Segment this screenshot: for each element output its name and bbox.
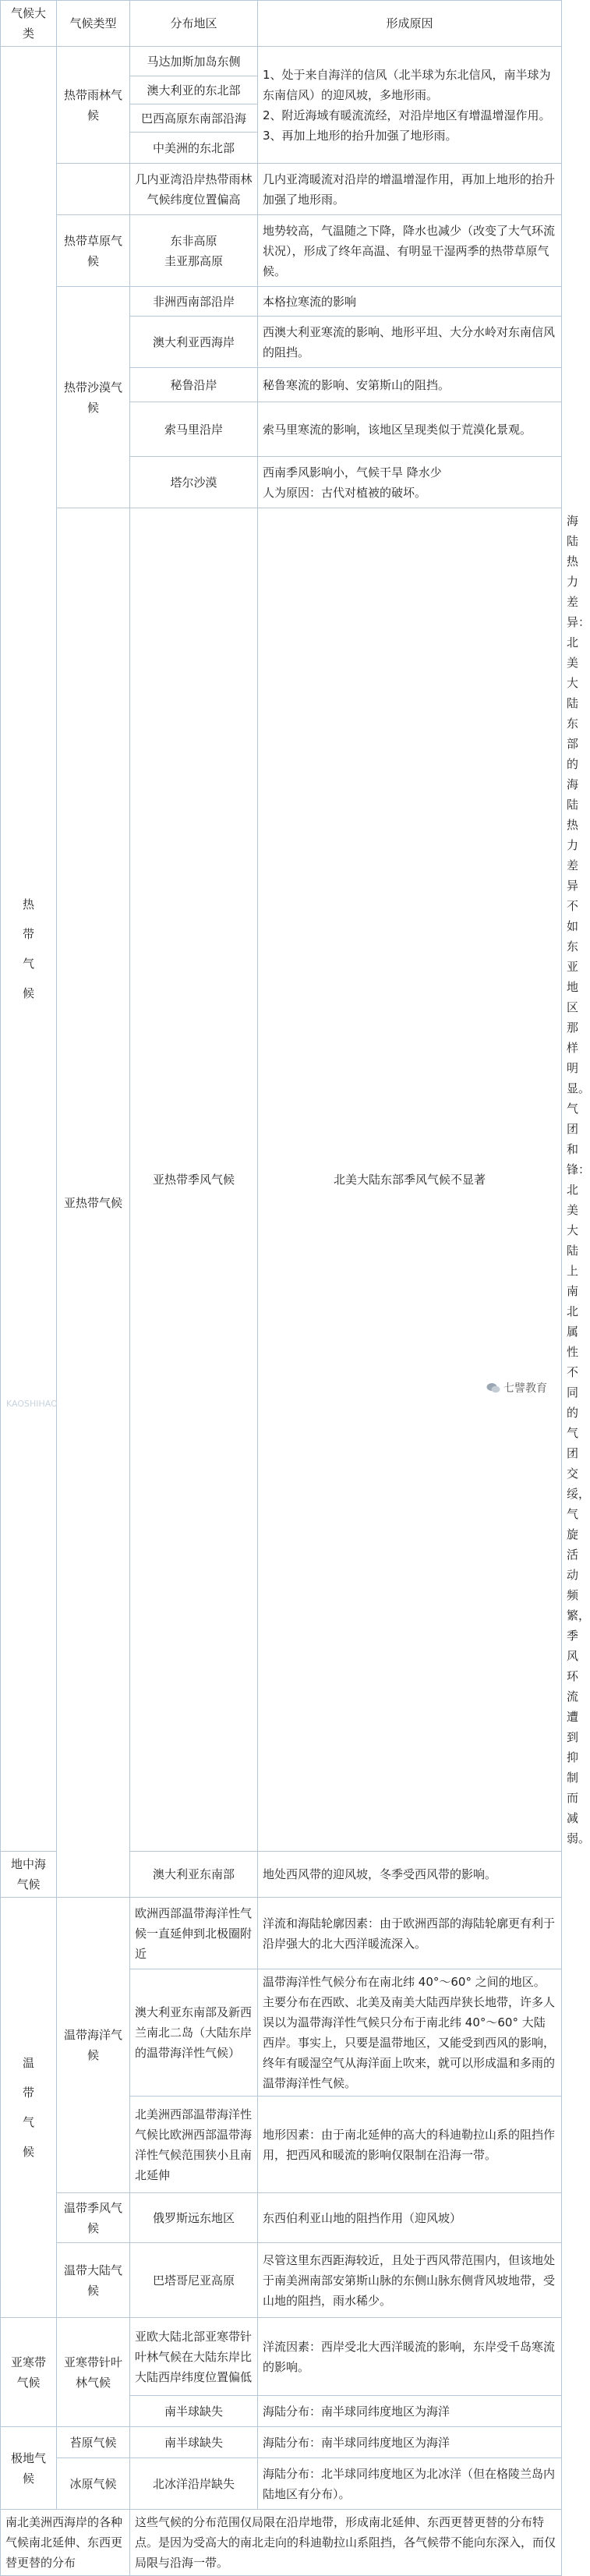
type-blank (57, 164, 130, 215)
region-cell: 澳大利亚东南部 (130, 1852, 258, 1898)
table-row (1, 2193, 562, 2243)
cause-rainforest: 1、处于来自海洋的信风（北半球为东北信风，南半球为东南信风）的迎风坡，多地形雨。 2、附近海域有暖流流经，对沿岸地区有增温增湿作用。 3、再加上地形的抬升加强了地形雨。 (258, 47, 562, 164)
cause-cell: 地形因素：由于南北延伸的高大的科迪勒拉山系的阻挡作用，把西风和暖流的影响仅限制在沿海一带。 (258, 2097, 562, 2193)
cause-cell: 本格拉寒流的影响 (258, 287, 562, 317)
footer-text: 这些气候的分布范围仅局限在沿岸地带，形成南北延伸、东西更替更替的分布特点。是因为受高大的南北走向的科迪勒拉山系阻挡，各气候带不能向东深入，而仅局限与沿海一带。 (130, 2510, 562, 2576)
table-row (1, 2318, 562, 2396)
faint-watermark: KAOSHIHAO (6, 1399, 58, 1409)
table-row (1, 1898, 562, 1969)
region-cell: 南半球缺失 (130, 2427, 258, 2458)
type-mediterranean: 地中海气候 (1, 1852, 57, 1898)
region-cell: 马达加斯加岛东侧 (130, 47, 258, 76)
cause-cell: 海陆分布：南半球同纬度地区为海洋 (258, 2427, 562, 2458)
table-header-row (1, 1, 562, 47)
table-row (1, 47, 562, 76)
watermark-text: 七譬教育 (503, 1382, 547, 1395)
region-cell: 非洲西南部沿岸 (130, 287, 258, 317)
header-type: 气候类型 (57, 1, 130, 47)
table-row (1, 2510, 562, 2576)
header-major: 气候大类 (1, 1, 57, 47)
cause-cell: 索马里寒流的影响，该地区呈现类似于荒漠化景观。 (258, 402, 562, 457)
region-cell: 巴塔哥尼亚高原 (130, 2243, 258, 2318)
cause-cell: 地处西风带的迎风坡，冬季受西风带的影响。 (258, 1852, 562, 1898)
watermark (486, 1380, 547, 1396)
region-cell: 亚欧大陆北部亚寒带针叶林气候在大陆东岸比大陆西岸纬度位置偏低 (130, 2318, 258, 2396)
region-cell: 北冰洋沿岸缺失 (130, 2458, 258, 2510)
region-cell: 中美洲的东北部 (130, 133, 258, 164)
header-cause: 形成原因 (258, 1, 562, 47)
table-row (1, 215, 562, 287)
region-cell: 巴西高原东南部沿海 (130, 104, 258, 133)
region-cell: 澳大利亚的东北部 (130, 76, 258, 104)
cause-cell: 地势较高，气温随之下降，降水也减少（改变了大气环流状况），形成了终年高温、有明显干湿两季的热带草原气候。 (258, 215, 562, 287)
type-desert: 热带沙漠气候 (57, 287, 130, 508)
cause-cell: 海陆分布：北半球同纬度地区为北冰洋（但在格陵兰岛内陆地区有分布）。 (258, 2458, 562, 2510)
region-cell: 澳大利亚西海岸 (130, 317, 258, 368)
region-cell: 北美洲西部温带海洋性气候比欧洲西部温带海洋性气候范围狭小且南北延伸 (130, 2097, 258, 2193)
type-taiga: 亚寒带针叶林气候 (57, 2318, 130, 2427)
cause-cell: 洋流因素：西岸受北大西洋暖流的影响，东岸受千岛寒流的影响。 (258, 2318, 562, 2396)
type-subtropical-monsoon: 亚热带季风气候 (130, 508, 258, 1852)
major-subarctic: 亚寒带气候 (1, 2318, 57, 2427)
cause-cell: 温带海洋性气候分布在南北纬 40°～60° 之间的地区。主要分布在西欧、北美及南美大陆西岸狭长地带，许多人误以为温带海洋性气候只分布于南北纬 40°～60° 大陆西岸。事实上，只要是温带地区，又能受到西风的影响，终年有暖湿空气从海洋面上吹来，就可以形成温和多雨的温带海洋性气候。 (258, 1969, 562, 2097)
type-continental: 温带大陆气候 (57, 2243, 130, 2318)
region-cell: 索马里沿岸 (130, 402, 258, 457)
table-row (1, 2243, 562, 2318)
region-cell: 几内亚湾沿岸热带雨林气候纬度位置偏高 (130, 164, 258, 215)
type-savanna: 热带草原气候 (57, 215, 130, 287)
major-polar: 极地气候 (1, 2427, 57, 2510)
major-tropical: 热带气候 (1, 47, 57, 1852)
footer-label: 南北美洲西海岸的各种气候南北延伸、东西更替更替的分布 (1, 2510, 130, 2576)
region-cell: 俄罗斯远东地区 (130, 2193, 258, 2243)
header-region: 分布地区 (130, 1, 258, 47)
table-row (1, 2458, 562, 2510)
cause-cell: 东西伯利亚山地的阻挡作用（迎风坡） (258, 2193, 562, 2243)
cause-cell: 洋流和海陆轮廓因素：由于欧洲西部的海陆轮廓更有利于沿岸强大的北大西洋暖流深入。 (258, 1898, 562, 1969)
type-tundra: 苔原气候 (57, 2427, 130, 2458)
region-cell: 秘鲁沿岸 (130, 368, 258, 402)
type-rainforest: 热带雨林气候 (57, 47, 130, 164)
region-cell: 欧洲西部温带海洋性气候一直延伸到北极圈附近 (130, 1898, 258, 1969)
cause-cell: 西南季风影响小，气候干旱 降水少 人为原因：古代对植被的破坏。 (258, 457, 562, 508)
table-row: 亚热带气候 亚热带季风气候 北美大陆东部季风气候不显著 海陆热力差异：北美大陆东部的海陆热力差异不如东亚地区那样明显。 气团和锋：北美大陆上南北属性不同的气团交绥，气旋活动频繁，季风环流遭到抑制而减弱。 (1, 508, 562, 1852)
region-cell: 澳大利亚东南部及新西兰南北二岛（大陆东岸的温带海洋性气候） (130, 1969, 258, 2097)
region-cell: 北美大陆东部季风气候不显著 (258, 508, 562, 1852)
region-cell: 南半球缺失 (130, 2396, 258, 2427)
table-row (1, 164, 562, 215)
type-icecap: 冰原气候 (57, 2458, 130, 2510)
type-oceanic: 温带海洋气候 (57, 1898, 130, 2193)
wechat-icon (486, 1382, 500, 1393)
cause-cell: 秘鲁寒流的影响、安第斯山的阻挡。 (258, 368, 562, 402)
table-row (1, 287, 562, 317)
region-cell: 塔尔沙漠 (130, 457, 258, 508)
cause-cell: 西澳大利亚寒流的影响、地形平坦、大分水岭对东南信风的阻挡。 (258, 317, 562, 368)
region-cell: 东非高原 圭亚那高原 (130, 215, 258, 287)
major-temperate: 温带气候 (1, 1898, 57, 2318)
type-temperate-monsoon: 温带季风气候 (57, 2193, 130, 2243)
table-row (1, 2427, 562, 2458)
cause-cell: 几内亚湾暖流对沿岸的增温增湿作用，再加上地形的抬升加强了地形雨。 (258, 164, 562, 215)
cause-cell: 海陆分布：南半球同纬度地区为海洋 (258, 2396, 562, 2427)
major-subtropical: 亚热带气候 (57, 508, 130, 1898)
cause-cell: 尽管这里东西距海较近，且处于西风带范围内，但该地处于南美洲南部安第斯山脉的东侧山脉东侧背风坡地带，受山地的阻挡，雨水稀少。 (258, 2243, 562, 2318)
